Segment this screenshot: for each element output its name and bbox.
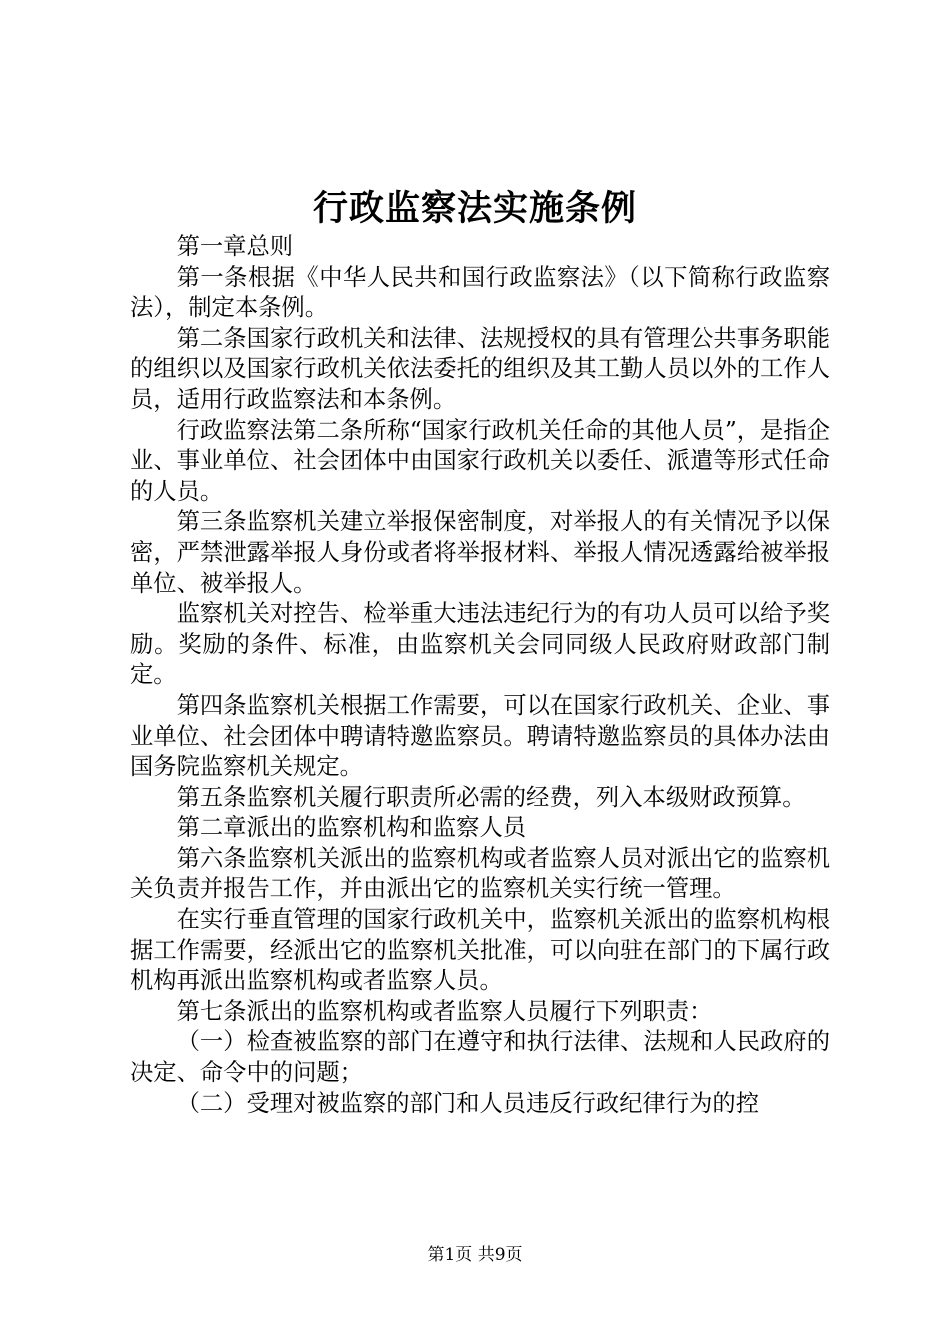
article-paragraph: 第二条国家行政机关和法律、法规授权的具有管理公共事务职能的组织以及国家行政机关依法委托的组织及其工勤人员以外的工作人员，适用行政监察法和本条例。 [130, 324, 830, 413]
article-paragraph: 在实行垂直管理的国家行政机关中，监察机关派出的监察机构根据工作需要，经派出它的监察机关批准，可以向驻在部门的下属行政机构再派出监察机构或者监察人员。 [130, 906, 830, 995]
article-paragraph: 第六条监察机关派出的监察机构或者监察人员对派出它的监察机关负责并报告工作，并由派出它的监察机关实行统一管理。 [130, 844, 830, 903]
chapter-heading: 第一章总则 [176, 233, 294, 260]
article-paragraph: 行政监察法第二条所称“国家行政机关任命的其他人员”，是指企业、事业单位、社会团体中由国家行政机关以委任、派遣等形式任命的人员。 [130, 416, 830, 505]
article-paragraph: 第五条监察机关履行职责所必需的经费，列入本级财政预算。 [176, 783, 806, 811]
article-paragraph: （一）检查被监察的部门在遵守和执行法律、法规和人民政府的决定、命令中的问题； [130, 1028, 830, 1087]
article-paragraph: 第三条监察机关建立举报保密制度，对举报人的有关情况予以保密，严禁泄露举报人身份或者将举报材料、举报人情况透露给被举报单位、被举报人。 [130, 508, 830, 597]
article-paragraph: 监察机关对控告、检举重大违法违纪行为的有功人员可以给予奖励。奖励的条件、标准，由监察机关会同同级人民政府财政部门制定。 [130, 600, 830, 689]
article-paragraph: 第一条根据《中华人民共和国行政监察法》（以下简称行政监察法），制定本条例。 [130, 263, 830, 322]
article-paragraph: 第七条派出的监察机构或者监察人员履行下列职责： [176, 997, 713, 1025]
document-body [130, 232, 830, 1119]
article-paragraph: （二）受理对被监察的部门和人员违反行政纪律行为的控 [176, 1089, 760, 1117]
chapter-heading: 第二章派出的监察机构和监察人员 [176, 814, 527, 842]
document-title: 行政监察法实施条例 [312, 188, 637, 229]
page-footer: 第1页 共9页 [427, 1245, 523, 1265]
article-paragraph: 第四条监察机关根据工作需要，可以在国家行政机关、企业、事业单位、社会团体中聘请特邀监察员。聘请特邀监察员的具体办法由国务院监察机关规定。 [130, 691, 830, 781]
